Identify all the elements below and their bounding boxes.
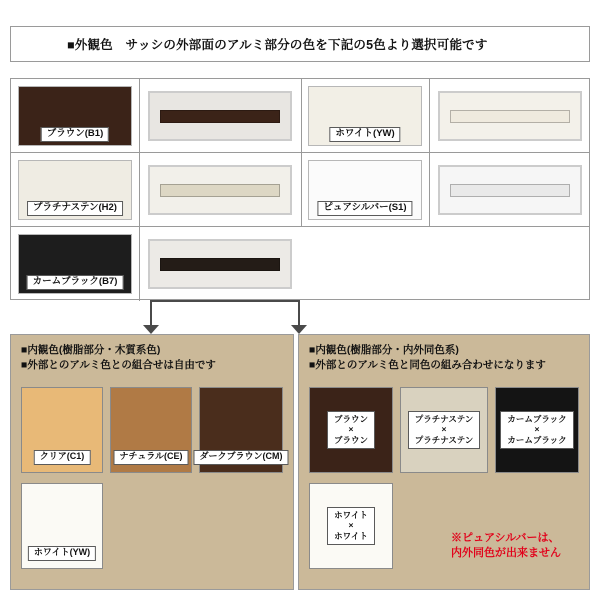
combo-label-line1: カームブラック bbox=[507, 413, 567, 424]
exterior-sample-platinum-stain bbox=[139, 153, 301, 227]
exterior-swatch-calm-black[interactable] bbox=[11, 227, 139, 301]
exterior-heading-box bbox=[10, 26, 590, 62]
exterior-swatch-label: カームブラック(B7) bbox=[27, 275, 124, 290]
interior-wood-heading-line2: ■外部とのアルミ色との組合せは自由です bbox=[21, 359, 216, 372]
exterior-swatch-label: ピュアシルバー(S1) bbox=[317, 201, 412, 216]
exterior-sample-calm-black bbox=[139, 227, 301, 301]
exterior-row bbox=[11, 79, 589, 153]
combo-label-line3: プラチナステン bbox=[414, 434, 474, 445]
connector-horizontal bbox=[150, 300, 300, 302]
warning-line1: ※ピュアシルバーは、 bbox=[451, 532, 560, 544]
interior-same-heading-line1: ■内観色(樹脂部分・内外同色系) bbox=[309, 344, 459, 356]
interior-swatch-label: クリア(C1) bbox=[34, 450, 91, 465]
combo-swatch-label bbox=[327, 411, 375, 450]
arrowhead-left-icon bbox=[143, 325, 159, 334]
exterior-swatch-label: プラチナステン(H2) bbox=[27, 201, 123, 216]
window-sample-bar bbox=[160, 110, 280, 123]
exterior-swatch-label: ブラウン(B1) bbox=[41, 127, 109, 142]
combo-label-line2: × bbox=[534, 424, 540, 435]
combo-label-line2: × bbox=[348, 520, 354, 531]
interior-wood-heading bbox=[21, 343, 287, 373]
interior-swatch-natural[interactable] bbox=[110, 387, 192, 473]
combo-label-line3: ホワイト bbox=[334, 530, 368, 541]
interior-swatch-label: ダークブラウン(CM) bbox=[194, 450, 289, 465]
interior-same-color-panel bbox=[298, 334, 590, 590]
combo-label-line1: ホワイト bbox=[334, 509, 368, 520]
window-sample-bar bbox=[160, 258, 280, 271]
combo-label-line3: ブラウン bbox=[333, 434, 368, 445]
exterior-swatch-label: ホワイト(YW) bbox=[329, 127, 400, 142]
interior-same-heading-line2: ■外部とのアルミ色と同色の組み合わせになります bbox=[309, 359, 546, 372]
combo-label-line1: プラチナステン bbox=[414, 413, 474, 424]
interior-wood-heading-line1: ■内観色(樹脂部分・木質系色) bbox=[21, 344, 161, 356]
warning-line2: 内外同色が出来ません bbox=[451, 547, 561, 560]
combo-swatch-label bbox=[408, 411, 481, 450]
exterior-row bbox=[11, 153, 589, 227]
combo-label-line1: ブラウン bbox=[333, 413, 368, 424]
interior-swatch-label: ナチュラル(CE) bbox=[114, 450, 189, 465]
interior-swatch-label: ホワイト(YW) bbox=[28, 546, 96, 561]
exterior-color-grid bbox=[10, 78, 590, 300]
connector-vertical-right bbox=[298, 300, 300, 326]
window-sample-bar bbox=[450, 110, 570, 123]
combo-swatch-label bbox=[327, 507, 375, 546]
interior-swatch-clear[interactable] bbox=[21, 387, 103, 473]
exterior-swatch-white[interactable] bbox=[301, 79, 429, 153]
exterior-swatch-platinum-stain[interactable] bbox=[11, 153, 139, 227]
exterior-sample-white bbox=[429, 79, 591, 153]
combo-swatch-calm-black[interactable] bbox=[495, 387, 579, 473]
combo-label-line2: × bbox=[441, 424, 447, 435]
combo-label-line3: カームブラック bbox=[507, 434, 567, 445]
window-sample bbox=[148, 239, 292, 289]
interior-swatch-darkbrown[interactable] bbox=[199, 387, 283, 473]
combo-swatch-platinum-stain[interactable] bbox=[400, 387, 488, 473]
combo-swatch-label bbox=[500, 411, 573, 450]
exterior-sample-brown bbox=[139, 79, 301, 153]
exterior-heading-text: ■外観色 サッシの外部面のアルミ部分の色を下記の5色より選択可能です bbox=[67, 38, 488, 52]
arrowhead-right-icon bbox=[291, 325, 307, 334]
window-sample bbox=[438, 165, 582, 215]
window-sample bbox=[148, 165, 292, 215]
window-sample bbox=[438, 91, 582, 141]
combo-label-line2: × bbox=[348, 424, 354, 435]
interior-swatch-white[interactable] bbox=[21, 483, 103, 569]
exterior-swatch-pure-silver[interactable] bbox=[301, 153, 429, 227]
exterior-row bbox=[11, 227, 589, 301]
pure-silver-warning bbox=[451, 531, 583, 562]
exterior-sample-pure-silver bbox=[429, 153, 591, 227]
connector-vertical-left bbox=[150, 300, 152, 326]
interior-same-heading bbox=[309, 343, 583, 373]
connector-arrows bbox=[10, 300, 590, 334]
window-sample bbox=[148, 91, 292, 141]
combo-swatch-brown[interactable] bbox=[309, 387, 393, 473]
combo-swatch-white[interactable] bbox=[309, 483, 393, 569]
interior-wood-panel bbox=[10, 334, 294, 590]
exterior-swatch-brown[interactable] bbox=[11, 79, 139, 153]
window-sample-bar bbox=[160, 184, 280, 197]
window-sample-bar bbox=[450, 184, 570, 197]
